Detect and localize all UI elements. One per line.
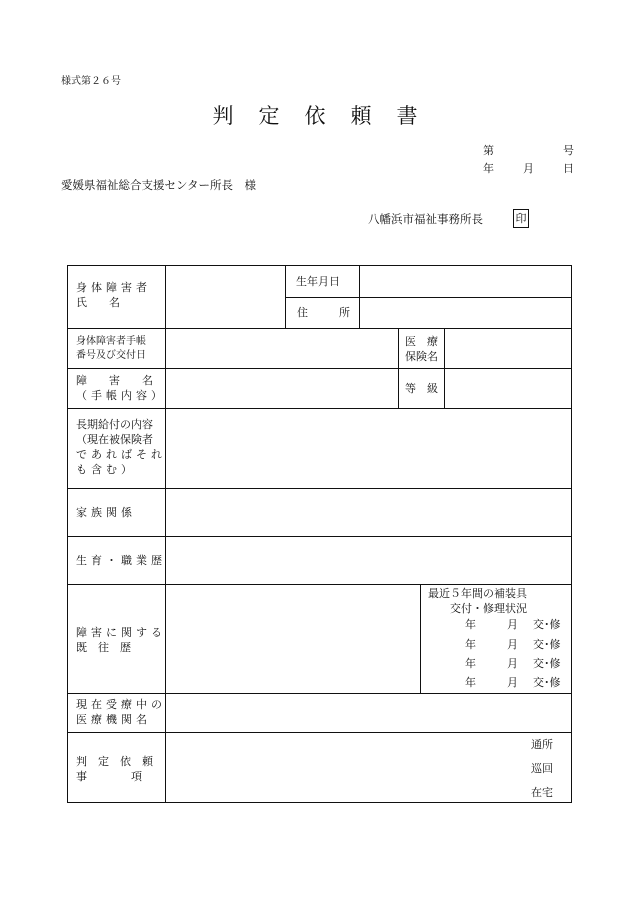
- sender: 八幡浜市福祉事務所長: [368, 212, 483, 226]
- insurance-label: 医 療 保険名: [405, 335, 438, 363]
- date-day: 日: [563, 162, 574, 175]
- address-label: 住 所: [297, 306, 360, 319]
- disability-label: 障 害 名 （手帳内容）: [76, 374, 166, 402]
- hospital-label: 現在受療中の 医療機関名: [76, 698, 166, 726]
- form-number: 様式第２６号: [61, 76, 121, 87]
- family-label: 家族関係: [76, 506, 136, 519]
- date-year: 年: [483, 162, 494, 175]
- number-suffix: 号: [563, 144, 574, 157]
- history-label: 障害に関する 既 往 歴: [76, 626, 166, 654]
- request-form-table: 身体障害者 氏 名 生年月日 住 所 身体障害者手帳 番号及び交付日 医 療 保険名 障 害 名 （手帳内容） 等 級 長期給付の内容 （現在被保険者 であればそれ も含む） 家族関係 生育・職業歴 障害に関する 既 往 歴 最近５年間の補装具 交付・修理状況 年 月 交･修 年 月 交･修 年 月 交･修 年 月 交･修 現在受療中の 医療機関名 判 定 依 頼 事 項 通所 巡回 在宅: [67, 265, 572, 803]
- birth-label: 生年月日: [296, 275, 340, 288]
- number-label: 第: [483, 144, 494, 157]
- addressee: 愛媛県福祉総合支援センター所長 様: [61, 178, 257, 192]
- name-label: 身体障害者 氏 名: [76, 281, 151, 309]
- request-option-visit: 通所: [531, 738, 553, 751]
- request-label: 判 定 依 頼 事 項: [76, 755, 153, 783]
- handbook-label: 身体障害者手帳 番号及び交付日: [76, 336, 146, 361]
- career-label: 生育・職業歴: [76, 554, 166, 567]
- request-option-home: 在宅: [531, 786, 553, 799]
- benefit-label: 長期給付の内容 （現在被保険者 であればそれ も含む）: [76, 418, 166, 476]
- device-status: 最近５年間の補装具 交付・修理状況: [428, 587, 527, 615]
- date-month: 月: [523, 162, 534, 175]
- request-option-tour: 巡回: [531, 762, 553, 775]
- page-title: 判定依頼書: [212, 104, 443, 128]
- seal-box: 印: [513, 209, 529, 228]
- grade-label: 等 級: [405, 382, 438, 395]
